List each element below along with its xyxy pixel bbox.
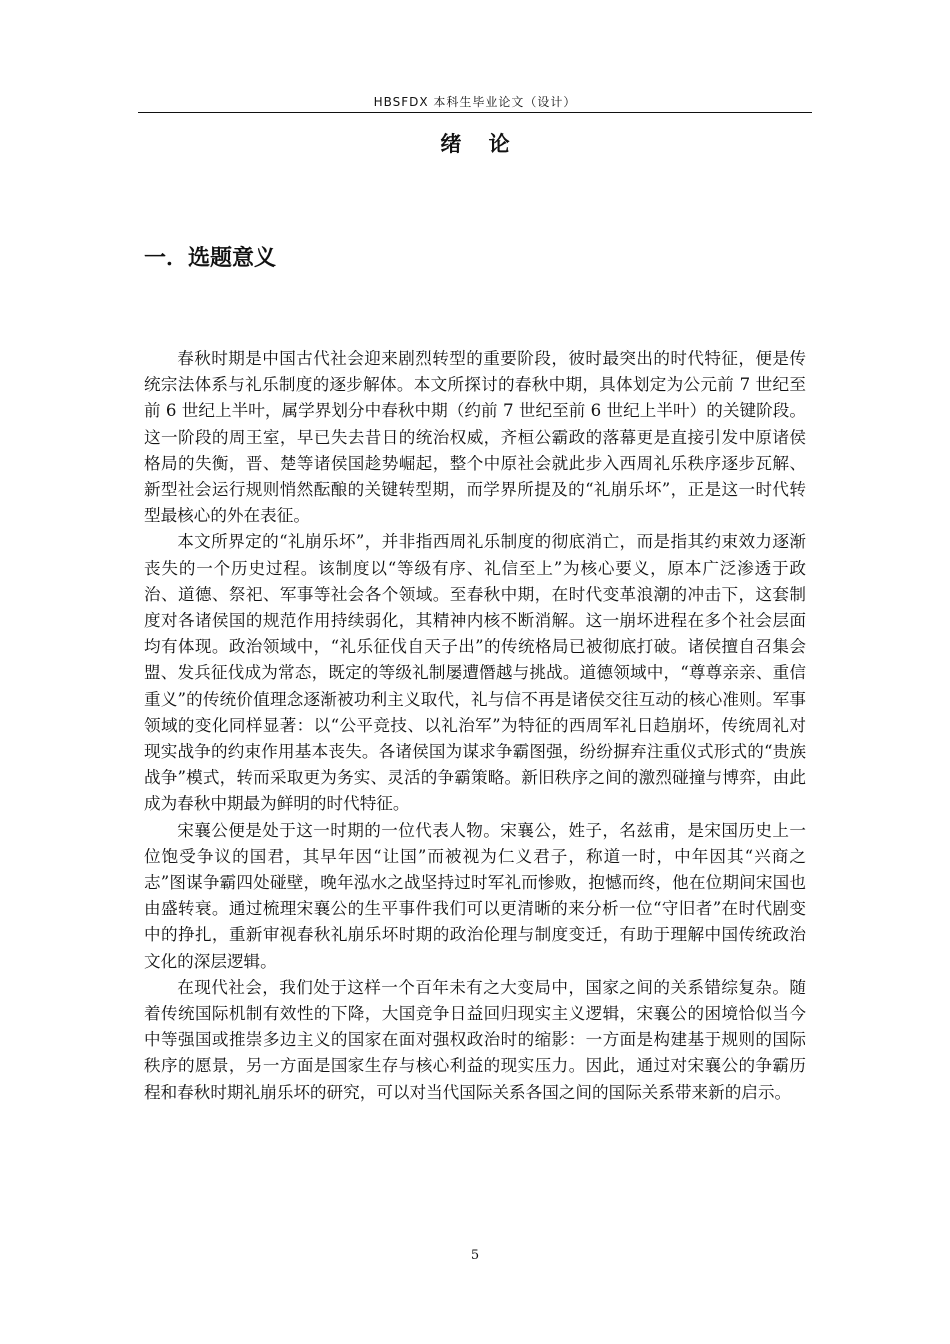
page-number: 5: [470, 1248, 480, 1263]
paragraph: 宋襄公便是处于这一时期的一位代表人物。宋襄公，姓子，名兹甫，是宋国历史上一位饱受争议的国君，其早年因“让国”而被视为仁义君子，称道一时，中年因其“兴商之志”图谋争霸四处碰壁，晚年泓水之战坚持过时军礼而惨败，抱憾而终，他在位期间宋国也由盛转衰。通过梳理宋襄公的生平事件我们可以更清晰的来分析一位“守旧者”在时代剧变中的挣扎，重新审视春秋礼崩乐坏时期的政治伦理与制度变迁，有助于理解中国传统政治文化的深层逻辑。: [144, 820, 806, 971]
paragraph: 本文所界定的“礼崩乐坏”，并非指西周礼乐制度的彻底消亡，而是指其约束效力逐渐丧失的一个历史过程。该制度以“等级有序、礼信至上”为核心要义，原本广泛渗透于政治、道德、祭祀、军事等社会各个领域。至春秋中期，在时代变革浪潮的冲击下，这套制度对各诸侯国的规范作用持续弱化，其精神内核不断消解。这一崩坏进程在多个社会层面均有体现。政治领域中，“礼乐征伐自天子出”的传统格局已被彻底打破。诸侯擅自召集会盟、发兵征伐成为常态，既定的等级礼制屡遭僭越与挑战。道德领域中，“尊尊亲亲、重信重义”的传统价值理念逐渐被功利主义取代，礼与信不再是诸侯交往互动的核心准则。军事领域的变化同样显著：以“公平竞技、以礼治军”为特征的西周军礼日趋崩坏，传统周礼对现实战争的约束作用基本丧失。各诸侯国为谋求争霸图强，纷纷摒弃注重仪式形式的“贵族战争”模式，转而采取更为务实、灵活的争霸策略。新旧秩序之间的激烈碰撞与博弈，由此成为春秋中期最为鲜明的时代特征。: [144, 532, 806, 814]
chapter-title: 绪 论: [440, 132, 510, 156]
running-header: HBSFDX 本科生毕业论文（设计）: [373, 95, 577, 109]
header-rule: [138, 112, 812, 113]
paragraph: 在现代社会，我们处于这样一个百年未有之大变局中，国家之间的关系错综复杂。随着传统国际机制有效性的下降，大国竞争日益回归现实主义逻辑，宋襄公的困境恰似当今中等强国或推崇多边主义的国家在面对强权政治时的缩影：一方面是构建基于规则的国际秩序的愿景，另一方面是国家生存与核心利益的现实压力。因此，通过对宋襄公的争霸历程和春秋时期礼崩乐坏的研究，可以对当代国际关系各国之间的国际关系带来新的启示。: [144, 977, 806, 1102]
section-heading: 一．选题意义: [144, 246, 277, 271]
paragraph: 春秋时期是中国古代社会迎来剧烈转型的重要阶段，彼时最突出的时代特征，便是传统宗法体系与礼乐制度的逐步解体。本文所探讨的春秋中期，具体划定为公元前 7 世纪至前 6 世纪上半叶，属学界划分中春秋中期（约前 7 世纪至前 6 世纪上半叶）的关键阶段。这一阶段的周王室，早已失去昔日的统治权威，齐桓公霸政的落幕更是直接引发中原诸侯格局的失衡，晋、楚等诸侯国趁势崛起，整个中原社会就此步入西周礼乐秩序逐步瓦解、新型社会运行规则悄然酝酿的关键转型期，而学界所提及的“礼崩乐坏”，正是这一时代转型最核心的外在表征。: [144, 349, 806, 526]
body-text: [144, 346, 806, 1106]
